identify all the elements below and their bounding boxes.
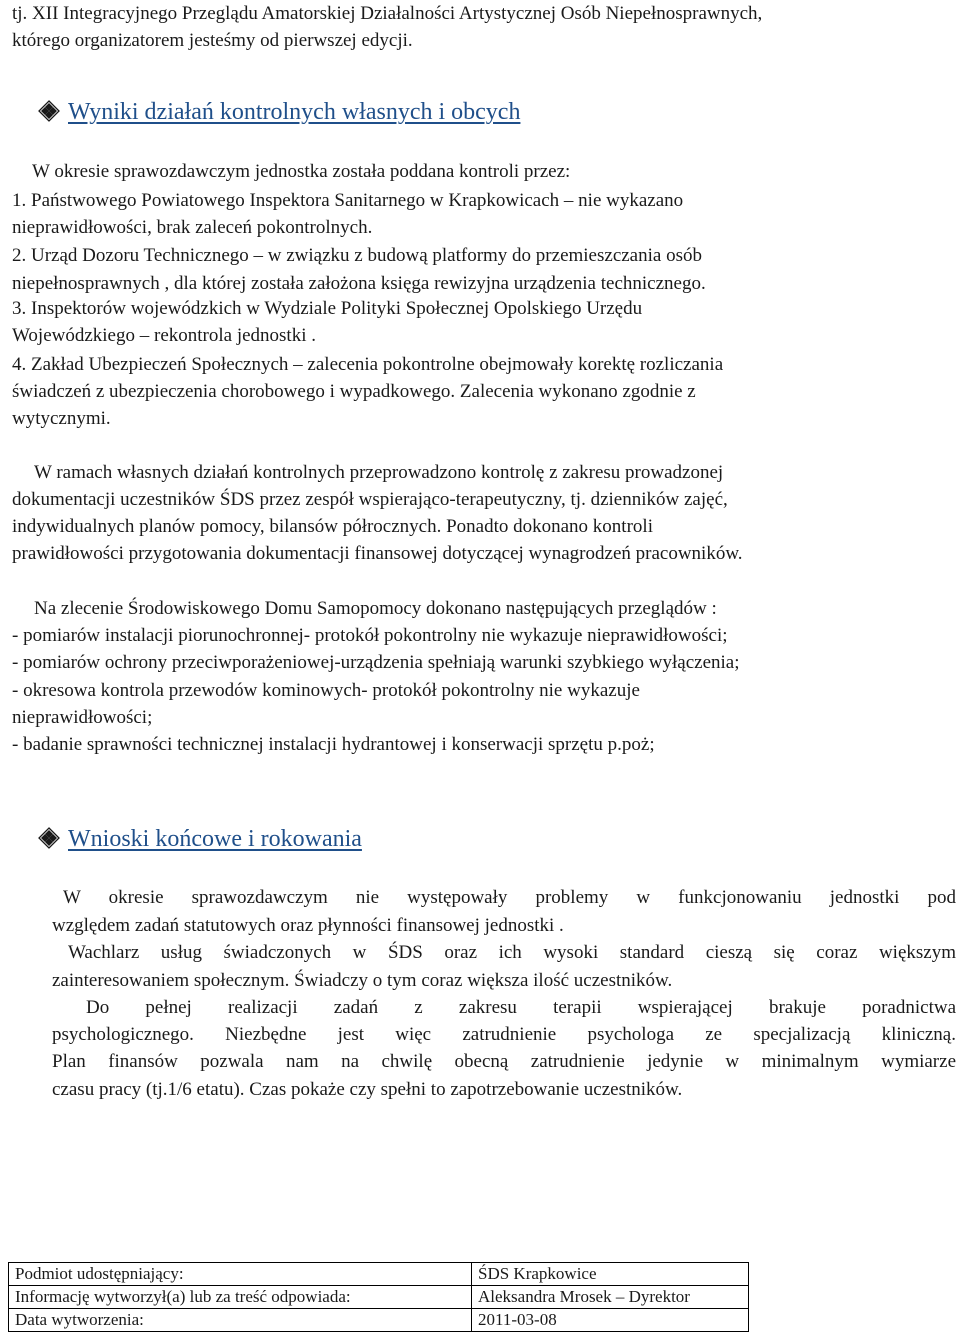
- body-line: indywidualnych planów pomocy, bilansów półrocznych. Ponadto dokonano kontroli: [12, 516, 653, 537]
- list-item: - badanie sprawności technicznej instalacji hydrantowej i konserwacji sprzętu p.poż;: [12, 734, 655, 755]
- document-info-table: [8, 1262, 749, 1332]
- diamond-bullet-icon: [38, 100, 60, 122]
- body-line: niepełnosprawnych , dla której została założona księga rewizyjna urządzenia technicznego.: [12, 273, 706, 294]
- list-item: - pomiarów ochrony przeciwporażeniowej-urządzenia spełniają warunki szybkiego wyłączenia;: [12, 652, 740, 673]
- body-line: świadczeń z ubezpieczenia chorobowego i wypadkowego. Zalecenia wykonano zgodnie z: [12, 381, 696, 402]
- body-line: 4. Zakład Ubezpieczeń Społecznych – zalecenia pokontrolne obejmowały korektę rozliczania: [12, 354, 724, 375]
- body-line: W okresie sprawozdawczym jednostka została poddana kontroli przez:: [32, 161, 571, 182]
- list-item: - okresowa kontrola przewodów kominowych- protokół pokontrolny nie wykazuje: [12, 680, 640, 701]
- body-line: czasu pracy (tj.1/6 etatu). Czas pokaże czy spełni to zapotrzebowanie uczestników.: [52, 1079, 683, 1100]
- body-line: Do pełnej realizacji zadań z zakresu terapii wspierającej brakuje poradnictwa: [86, 997, 956, 1018]
- body-line: 3. Inspektorów wojewódzkich w Wydziale Polityki Społecznej Opolskiego Urzędu: [12, 298, 643, 319]
- body-line: dokumentacji uczestników ŚDS przez zespół wspierająco-terapeutyczny, tj. dzienników zajęć,: [12, 489, 728, 510]
- body-line: wytycznymi.: [12, 408, 111, 429]
- body-line: zainteresowaniem społecznym. Świadczy o tym coraz większa ilość uczestników.: [52, 970, 673, 991]
- body-line: Plan finansów pozwala nam na chwilę obecną zatrudnienie jedynie w minimalnym wymiarze: [52, 1051, 956, 1072]
- section-title: Wyniki działań kontrolnych własnych i obcych: [68, 99, 521, 125]
- table-row: [9, 1263, 749, 1286]
- body-line: Na zlecenie Środowiskowego Domu Samopomocy dokonano następujących przeglądów :: [34, 598, 717, 619]
- info-label: Data wytworzenia:: [9, 1309, 472, 1332]
- body-line: Wojewódzkiego – rekontrola jednostki .: [12, 325, 316, 346]
- table-row: [9, 1309, 749, 1332]
- info-value: Aleksandra Mrosek – Dyrektor: [472, 1286, 749, 1309]
- body-line: psychologicznego. Niezbędne jest więc zatrudnienie psychologa ze specjalizacją kliniczną.: [52, 1024, 956, 1045]
- body-line: prawidłowości przygotowania dokumentacji finansowej dotyczącej wynagrodzeń pracowników.: [12, 543, 743, 564]
- info-label: Podmiot udostępniający:: [9, 1263, 472, 1286]
- body-line: 2. Urząd Dozoru Technicznego – w związku z budową platformy do przemieszczania osób: [12, 245, 702, 266]
- section-heading: [38, 97, 520, 127]
- body-line: względem zadań statutowych oraz płynności finansowej jednostki .: [52, 915, 564, 936]
- table-row: [9, 1286, 749, 1309]
- info-value: ŚDS Krapkowice: [472, 1263, 749, 1286]
- info-value: 2011-03-08: [472, 1309, 749, 1332]
- body-line: nieprawidłowości, brak zaleceń pokontrolnych.: [12, 217, 373, 238]
- list-item: - pomiarów instalacji piorunochronnej- protokół pokontrolny nie wykazuje nieprawidłowości;: [12, 625, 728, 646]
- body-line: 1. Państwowego Powiatowego Inspektora Sanitarnego w Krapkowicach – nie wykazano: [12, 190, 684, 211]
- section-heading: [38, 824, 362, 854]
- intro-line: którego organizatorem jesteśmy od pierwszej edycji.: [12, 30, 413, 51]
- body-line: W ramach własnych działań kontrolnych przeprowadzono kontrolę z zakresu prowadzonej: [34, 462, 724, 483]
- diamond-bullet-icon: [38, 827, 60, 849]
- body-line: W okresie sprawozdawczym nie występowały problemy w funkcjonowaniu jednostki pod: [63, 887, 956, 908]
- list-item: nieprawidłowości;: [12, 707, 153, 728]
- body-line: Wachlarz usług świadczonych w ŚDS oraz ich wysoki standard cieszą się coraz większym: [68, 942, 956, 963]
- intro-line: tj. XII Integracyjnego Przeglądu Amatorskiej Działalności Artystycznej Osób Niepełnosprawnych,: [12, 3, 763, 24]
- info-label: Informację wytworzył(a) lub za treść odpowiada:: [9, 1286, 472, 1309]
- section-title: Wnioski końcowe i rokowania: [68, 826, 362, 852]
